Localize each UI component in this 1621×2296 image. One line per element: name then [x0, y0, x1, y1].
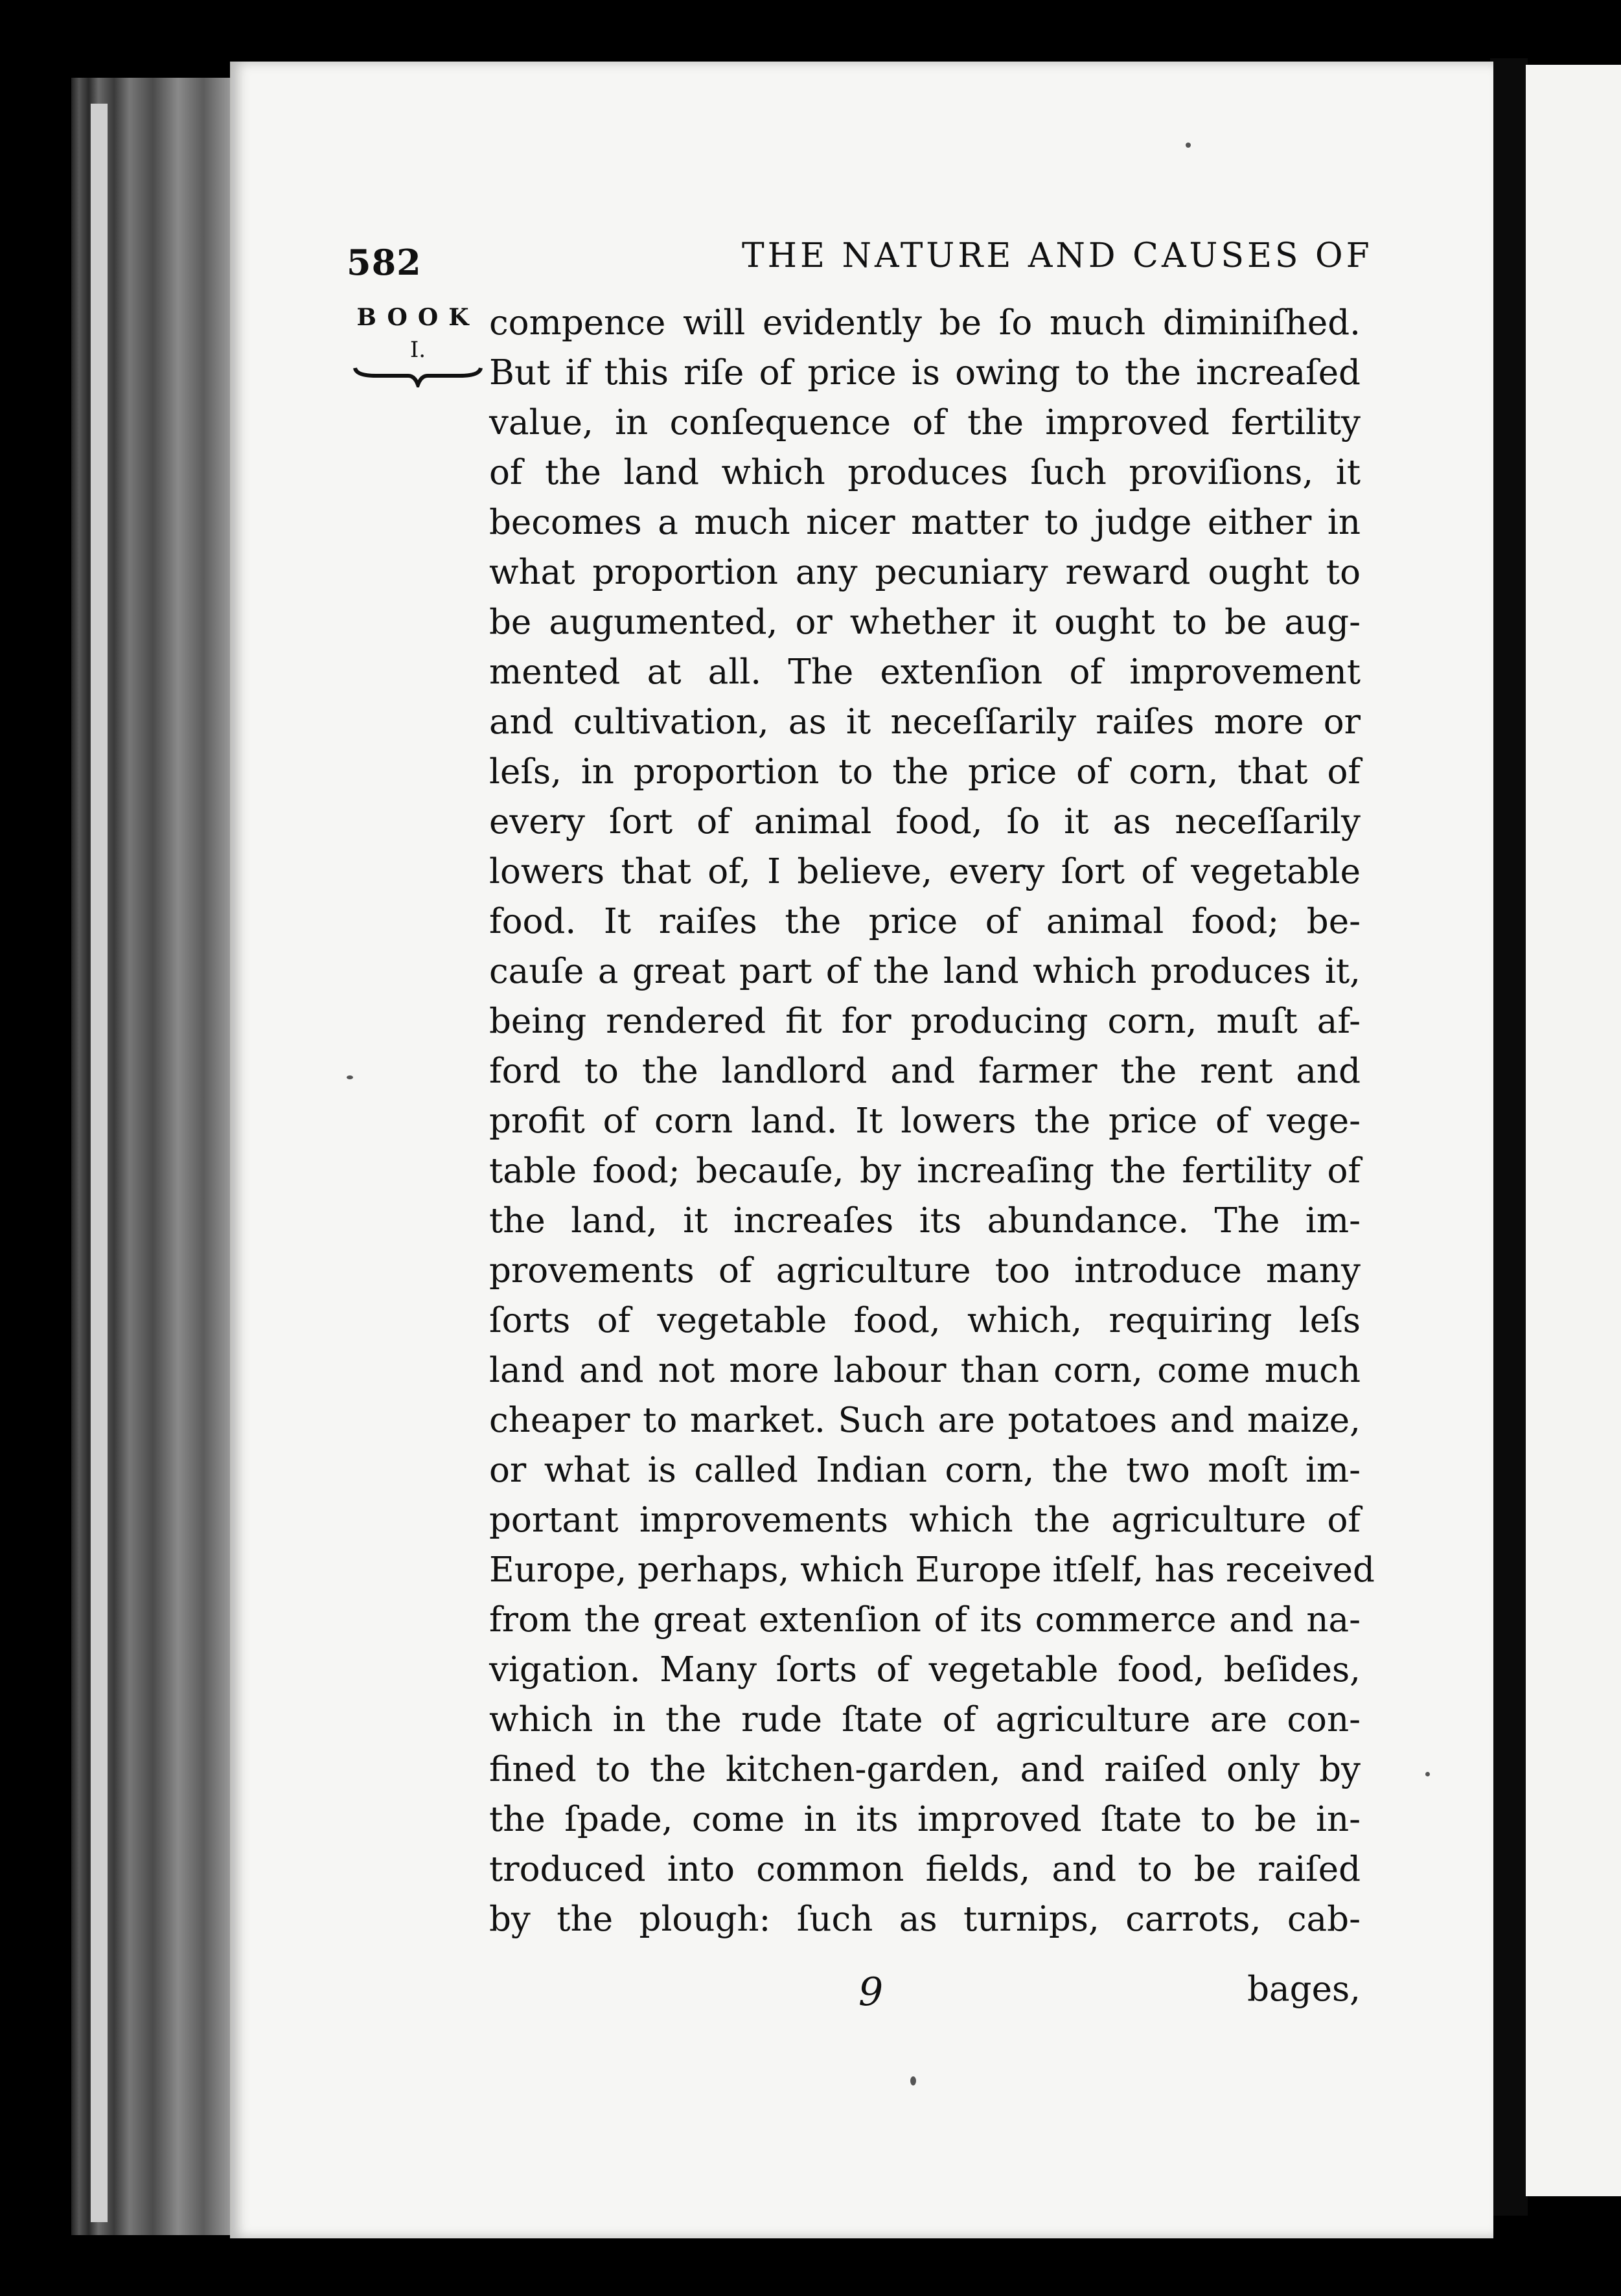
text-line: mented at all. The extenſion of improvement [489, 652, 1361, 692]
ink-speck [1425, 1772, 1430, 1776]
ink-speck [910, 2076, 916, 2085]
signature-mark: 9 [858, 1969, 884, 2015]
text-line: the land, it increaſes its abundance. The im- [489, 1201, 1361, 1241]
text-line: compence will evidently be ſo much diminiſhed. [489, 303, 1361, 343]
ink-speck [347, 1075, 353, 1079]
text-line: profit of corn land. It lowers the price of vege- [489, 1101, 1361, 1141]
book-page [230, 62, 1493, 2238]
text-line: becomes a much nicer matter to judge either in [489, 503, 1361, 542]
margin-book-number: I. [409, 337, 426, 363]
text-line: ford to the landlord and farmer the rent and [489, 1051, 1361, 1091]
text-line: leſs, in proportion to the price of corn, that of [489, 752, 1361, 792]
text-line: which in the rude ſtate of agriculture are con- [489, 1700, 1361, 1739]
catchword: bages, [1247, 1969, 1361, 2009]
text-line: or what is called Indian corn, the two moſt im- [489, 1451, 1361, 1490]
brace-ornament-icon [350, 364, 486, 387]
facing-page [1526, 65, 1621, 2196]
text-line: But if this riſe of price is owing to the increaſed [489, 353, 1361, 393]
text-line: troduced into common fields, and to be raiſed [489, 1850, 1361, 1889]
text-line: cheaper to market. Such are potatoes and maize, [489, 1401, 1361, 1440]
text-line: the ſpade, come in its improved ſtate to be in- [489, 1800, 1361, 1839]
text-line: of the land which produces ſuch proviſions, it [489, 453, 1361, 492]
page-number: 582 [347, 242, 422, 283]
page-header [347, 236, 1377, 295]
text-line: provements of agriculture too introduce many [489, 1251, 1361, 1291]
text-line: be augumented, or whether it ought to be aug- [489, 603, 1361, 642]
text-line: every ſort of animal food, ſo it as neceſſarily [489, 802, 1361, 842]
text-line: ſorts of vegetable food, which, requiring leſs [489, 1301, 1361, 1340]
text-line: value, in conſequence of the improved fertility [489, 403, 1361, 442]
text-line: vigation. Many ſorts of vegetable food, beſides, [489, 1650, 1361, 1690]
text-line: lowers that of, I believe, every ſort of vegetable [489, 852, 1361, 891]
text-line: portant improvements which the agriculture of [489, 1500, 1361, 1540]
text-line: cauſe a great part of the land which produces it, [489, 952, 1361, 991]
text-line: table food; becauſe, by increaſing the fertility of [489, 1151, 1361, 1191]
text-line: by the plough: ſuch as turnips, carrots, cab- [489, 1900, 1361, 1939]
text-line: fined to the kitchen-garden, and raiſed only by [489, 1750, 1361, 1789]
text-line: what proportion any pecuniary reward ought to [489, 553, 1361, 592]
margin-book-label: BOOK [356, 304, 479, 331]
page-footer [489, 1969, 1361, 2028]
margin-note [350, 304, 486, 387]
text-line: Europe, perhaps, which Europe itſelf, has received [489, 1550, 1375, 1590]
text-line: food. It raiſes the price of animal food; be- [489, 902, 1361, 941]
text-line: being rendered fit for producing corn, muſt af- [489, 1002, 1361, 1041]
book-gutter [1490, 58, 1528, 2216]
running-head: THE NATURE AND CAUSES OF [742, 236, 1373, 275]
text-line: from the great extenſion of its commerce and na- [489, 1600, 1361, 1640]
text-line: and cultivation, as it neceſſarily raiſes more or [489, 702, 1361, 742]
text-line: land and not more labour than corn, come much [489, 1351, 1361, 1390]
ink-speck [1186, 143, 1191, 148]
body-text [489, 298, 1375, 1944]
page-edge-strip [91, 104, 108, 2222]
